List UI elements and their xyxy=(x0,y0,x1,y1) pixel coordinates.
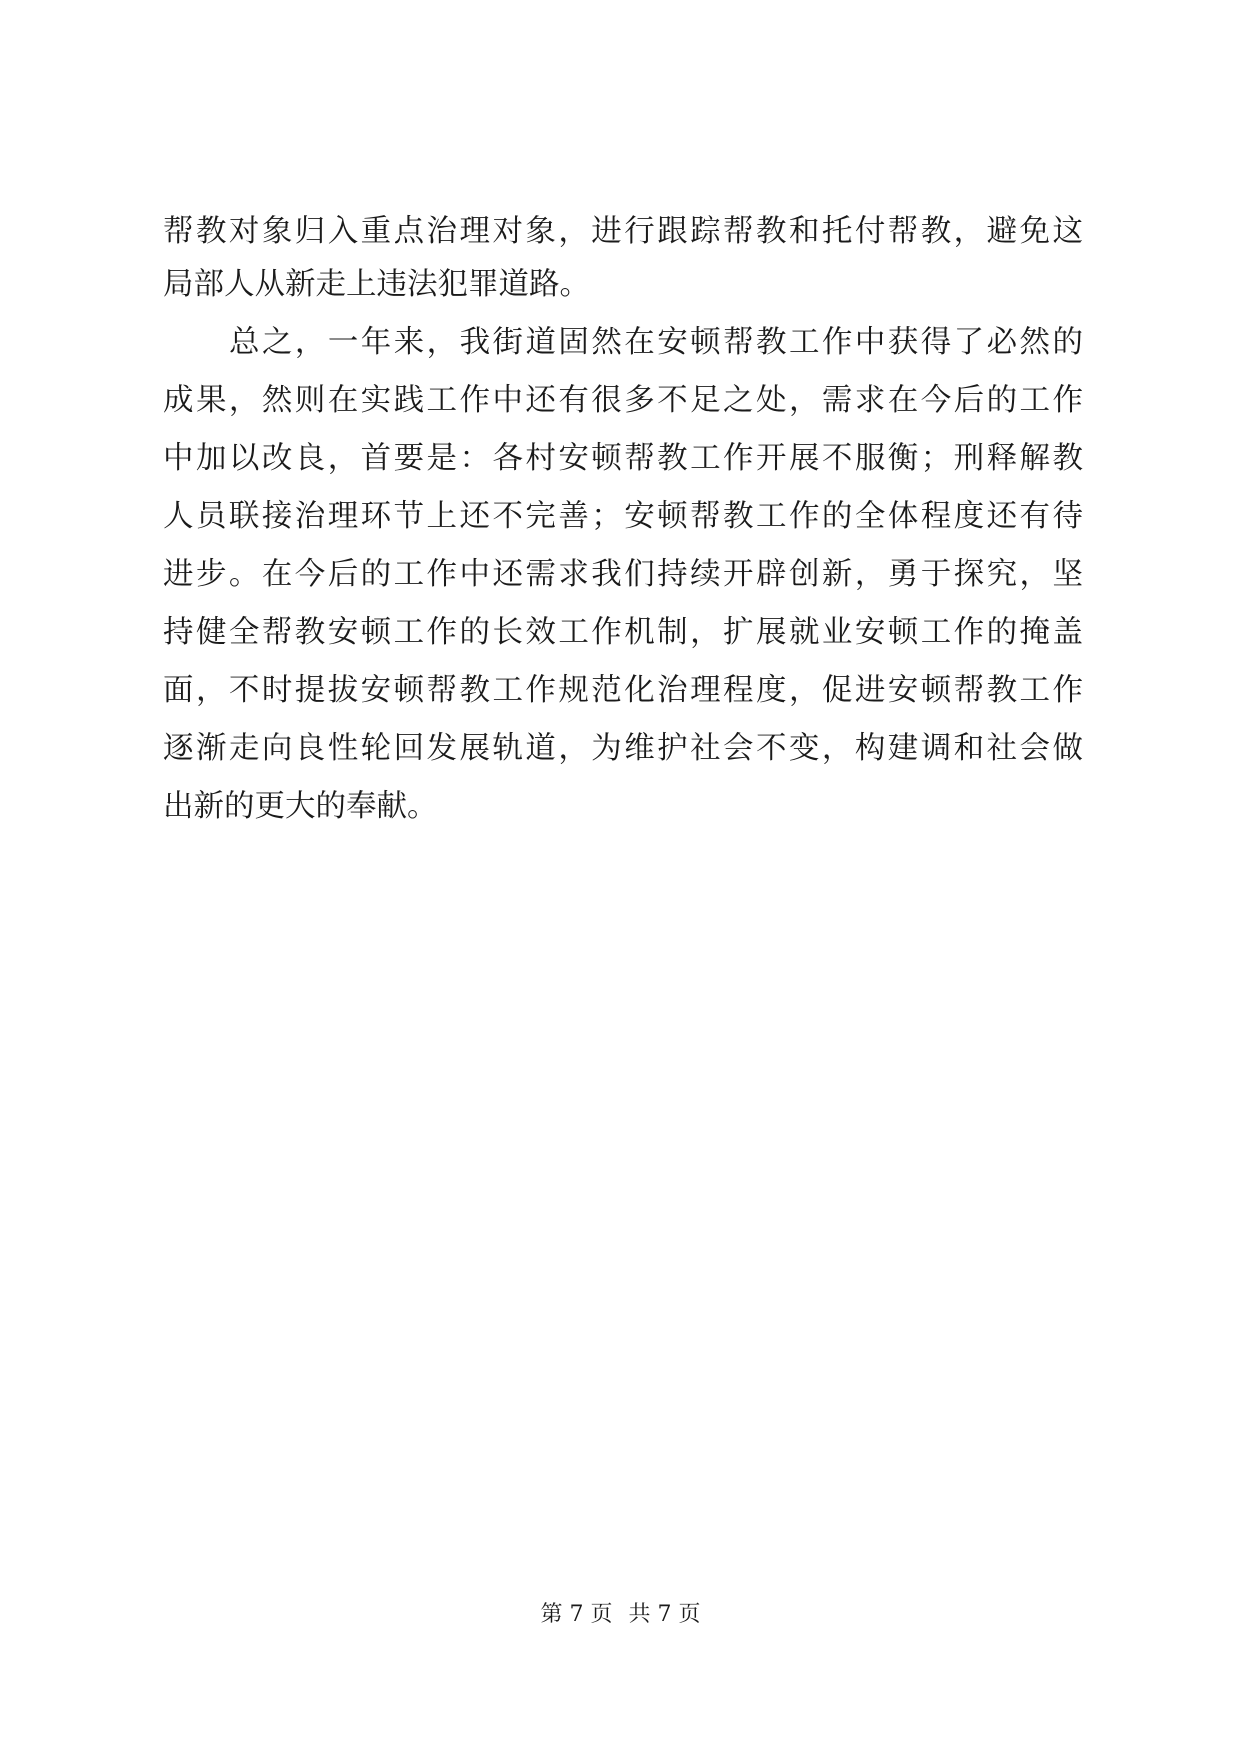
paragraph-2-line-2: 成果，然则在实践工作中还有很多不足之处，需求在今后的工作 xyxy=(163,383,1083,418)
paragraph-2-line-7: 面，不时提拔安顿帮教工作规范化治理程度，促进安顿帮教工作 xyxy=(163,673,1083,708)
page-number-footer xyxy=(0,1600,1241,1630)
paragraph-2-line-1: 总之，一年来，我街道固然在安顿帮教工作中获得了必然的 xyxy=(229,325,1083,360)
paragraph-2-line-3: 中加以改良，首要是：各村安顿帮教工作开展不服衡；刑释解教 xyxy=(163,441,1083,476)
page-current: 第 7 页 xyxy=(540,1602,613,1627)
paragraph-1-line-1: 帮教对象归入重点治理对象，进行跟踪帮教和托付帮教，避免这 xyxy=(163,214,1083,249)
paragraph-2-line-5: 进步。在今后的工作中还需求我们持续开辟创新，勇于探究，坚 xyxy=(163,557,1083,592)
paragraph-2-line-8: 逐渐走向良性轮回发展轨道，为维护社会不变，构建调和社会做 xyxy=(163,731,1083,766)
page-total: 共 7 页 xyxy=(628,1602,701,1627)
paragraph-2-line-4: 人员联接治理环节上还不完善；安顿帮教工作的全体程度还有待 xyxy=(163,499,1083,534)
paragraph-1-line-2: 局部人从新走上违法犯罪道路。 xyxy=(163,267,590,302)
paragraph-2-line-9: 出新的更大的奉献。 xyxy=(163,789,438,824)
paragraph-2-line-6: 持健全帮教安顿工作的长效工作机制，扩展就业安顿工作的掩盖 xyxy=(163,615,1083,650)
